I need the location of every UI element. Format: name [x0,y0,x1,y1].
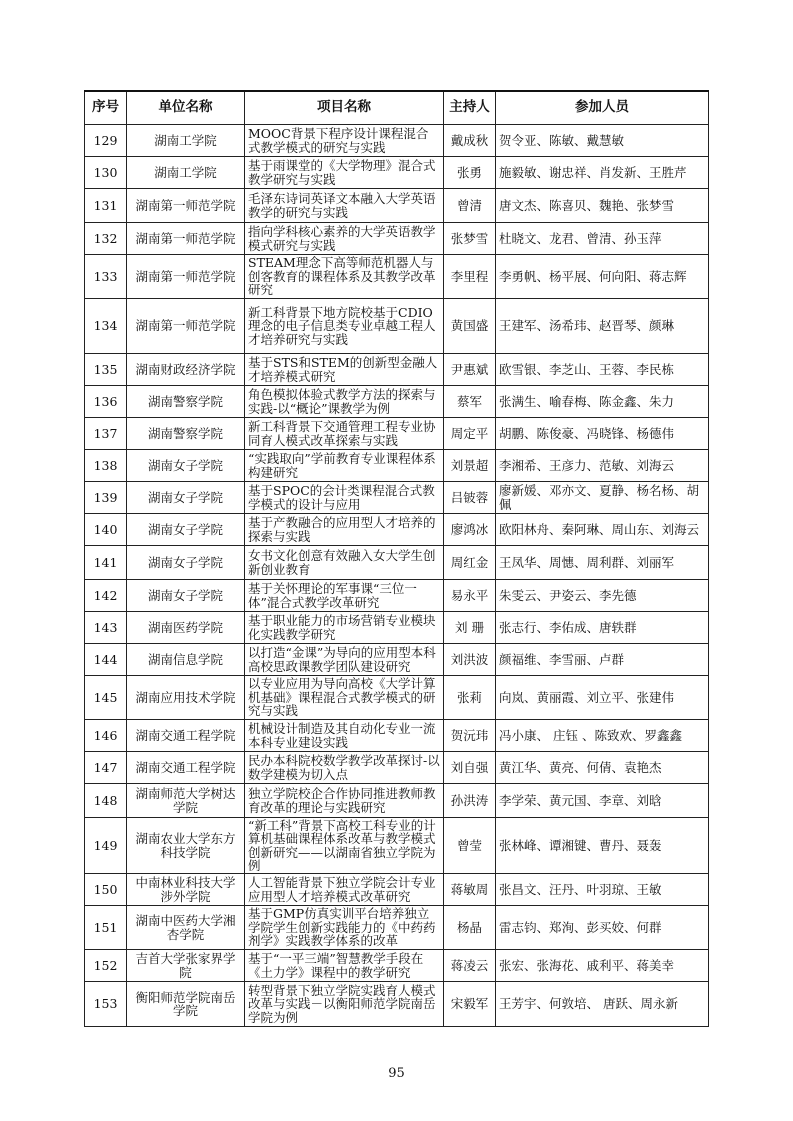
unit-name-cell: 湖南中医药大学湘杏学院 [127,906,245,950]
project-title-cell: 新工科背景下地方院校基于CDIO理念的电子信息类专业卓越工程人才培养研究与实践 [245,299,444,354]
participants-cell: 贺令亚、陈敏、戴慧敏 [496,125,709,157]
participants-cell: 廖新媛、邓亦文、夏静、杨名杨、胡佩 [496,482,709,514]
unit-name-cell: 湖南第一师范学院 [127,255,245,299]
unit-name-cell: 湖南女子学院 [127,450,245,482]
row-number-cell: 139 [85,482,127,514]
row-number-cell: 147 [85,752,127,784]
table-row [85,752,709,784]
row-number-cell: 150 [85,874,127,906]
host-name-cell: 曾莹 [444,818,496,874]
participants-cell: 唐文杰、陈喜贝、魏艳、张梦雪 [496,189,709,223]
table-row [85,299,709,354]
project-title-cell: STEAM理念下高等师范机器人与创客教育的课程体系及其教学改革研究 [245,255,444,299]
project-title-cell: 基于关怀理论的军事课“三位一体”混合式教学改革研究 [245,580,444,612]
participants-cell: 欧阳林舟、秦阿琳、周山东、刘海云 [496,514,709,546]
project-title-cell: “新工科”背景下高校工科专业的计算机基础课程体系改革与教学模式创新研究——以湖南省独立学院为例 [245,818,444,874]
row-number-cell: 152 [85,950,127,982]
unit-name-cell: 湖南女子学院 [127,514,245,546]
host-name-cell: 刘景超 [444,450,496,482]
table-row [85,255,709,299]
table-row [85,223,709,255]
participants-cell: 李湘希、王彦力、范敏、刘海云 [496,450,709,482]
row-number-cell: 148 [85,784,127,818]
table-row [85,874,709,906]
project-title-cell: 基于“一平三端”智慧教学手段在《土力学》课程中的教学研究 [245,950,444,982]
participants-cell: 王芳宇、何敦培、 唐跃、周永新 [496,982,709,1027]
host-name-cell: 廖鸿冰 [444,514,496,546]
project-title-cell: 基于SPOC的会计类课程混合式教学模式的设计与应用 [245,482,444,514]
host-name-cell: 刘洪波 [444,644,496,676]
project-title-cell: 指向学科核心素养的大学英语教学模式研究与实践 [245,223,444,255]
participants-cell: 王建军、汤希玮、赵晋琴、颜琳 [496,299,709,354]
table-row [85,906,709,950]
page-number: 95 [388,1066,405,1081]
host-name-cell: 蔡军 [444,386,496,418]
participants-cell: 朱雯云、尹姿云、李先德 [496,580,709,612]
host-name-cell: 戴成秋 [444,125,496,157]
unit-name-cell: 湖南医药学院 [127,612,245,644]
table-row [85,982,709,1027]
project-title-cell: 独立学院校企合作协同推进教师教育改革的理论与实践研究 [245,784,444,818]
host-name-cell: 宋毅军 [444,982,496,1027]
unit-name-cell: 湖南交通工程学院 [127,752,245,784]
row-number-cell: 145 [85,676,127,720]
table-row [85,189,709,223]
table-row [85,612,709,644]
unit-name-cell: 衡阳师范学院南岳学院 [127,982,245,1027]
project-title-cell: MOOC背景下程序设计课程混合式教学模式的研究与实践 [245,125,444,157]
row-number-cell: 143 [85,612,127,644]
table-row [85,580,709,612]
row-number-cell: 134 [85,299,127,354]
project-title-cell: 毛泽东诗词英译文本融入大学英语教学的研究与实践 [245,189,444,223]
host-name-cell: 周红金 [444,546,496,580]
participants-cell: 张满生、喻春梅、陈金鑫、朱力 [496,386,709,418]
project-table [84,90,709,1027]
row-number-cell: 132 [85,223,127,255]
host-name-cell: 易永平 [444,580,496,612]
row-number-cell: 146 [85,720,127,752]
participants-cell: 张志行、李佑成、唐轶群 [496,612,709,644]
row-number-cell: 137 [85,418,127,450]
host-name-cell: 蒋凌云 [444,950,496,982]
host-name-cell: 曾清 [444,189,496,223]
table-row [85,514,709,546]
unit-name-cell: 湖南女子学院 [127,580,245,612]
participants-cell: 黄江华、黄亮、何倩、袁艳杰 [496,752,709,784]
host-name-cell: 黄国盛 [444,299,496,354]
project-title-cell: 转型背景下独立学院实践育人模式改革与实践－以衡阳师范学院南岳学院为例 [245,982,444,1027]
project-title-cell: 基于职业能力的市场营销专业模块化实践教学研究 [245,612,444,644]
header-members: 参加人员 [496,91,709,125]
project-title-cell: 基于产教融合的应用型人才培养的探索与实践 [245,514,444,546]
row-number-cell: 129 [85,125,127,157]
table-row [85,784,709,818]
table-row [85,125,709,157]
row-number-cell: 153 [85,982,127,1027]
project-title-cell: 女书文化创意有效融入女大学生创新创业教育 [245,546,444,580]
unit-name-cell: 湖南女子学院 [127,546,245,580]
project-title-cell: 基于雨课堂的《大学物理》混合式教学研究与实践 [245,157,444,189]
participants-cell: 杜晓文、龙君、曾清、孙玉萍 [496,223,709,255]
host-name-cell: 张莉 [444,676,496,720]
row-number-cell: 130 [85,157,127,189]
participants-cell: 施毅敏、谢忠祥、肖发新、王胜芹 [496,157,709,189]
row-number-cell: 140 [85,514,127,546]
project-title-cell: “实践取向”学前教育专业课程体系构建研究 [245,450,444,482]
host-name-cell: 李里程 [444,255,496,299]
host-name-cell: 张梦雪 [444,223,496,255]
unit-name-cell: 湖南信息学院 [127,644,245,676]
row-number-cell: 131 [85,189,127,223]
unit-name-cell: 湖南农业大学东方科技学院 [127,818,245,874]
participants-cell: 欧雪银、李芝山、王蓉、李民栋 [496,354,709,386]
host-name-cell: 刘自强 [444,752,496,784]
host-name-cell: 张勇 [444,157,496,189]
row-number-cell: 151 [85,906,127,950]
host-name-cell: 刘 珊 [444,612,496,644]
header-host: 主持人 [444,91,496,125]
row-number-cell: 136 [85,386,127,418]
unit-name-cell: 中南林业科技大学涉外学院 [127,874,245,906]
participants-cell: 李勇帆、杨平展、何向阳、蒋志辉 [496,255,709,299]
unit-name-cell: 湖南第一师范学院 [127,223,245,255]
table-row [85,676,709,720]
project-title-cell: 基于GMP仿真实训平台培养独立学院学生创新实践能力的《中药药剂学》实践教学体系的改革 [245,906,444,950]
table-row [85,482,709,514]
unit-name-cell: 湖南工学院 [127,157,245,189]
unit-name-cell: 湖南应用技术学院 [127,676,245,720]
host-name-cell: 尹惠斌 [444,354,496,386]
project-title-cell: 以专业应用为导向高校《大学计算机基础》课程混合式教学模式的研究与实践 [245,676,444,720]
row-number-cell: 144 [85,644,127,676]
table-row [85,720,709,752]
table-row [85,386,709,418]
table-header-row [85,91,709,125]
project-title-cell: 以打造“金课”为导向的应用型本科高校思政课教学团队建设研究 [245,644,444,676]
project-title-cell: 机械设计制造及其自动化专业一流本科专业建设实践 [245,720,444,752]
project-title-cell: 民办本科院校数学教学改革探讨-以数学建模为切入点 [245,752,444,784]
participants-cell: 张林峰、谭湘键、曹丹、聂轰 [496,818,709,874]
participants-cell: 张宏、张海花、戚利平、蒋美幸 [496,950,709,982]
table-row [85,354,709,386]
unit-name-cell: 湖南第一师范学院 [127,299,245,354]
unit-name-cell: 湖南第一师范学院 [127,189,245,223]
host-name-cell: 杨晶 [444,906,496,950]
participants-cell: 冯小康、 庄钰 、陈致欢、罗鑫鑫 [496,720,709,752]
unit-name-cell: 湖南女子学院 [127,482,245,514]
unit-name-cell: 湖南工学院 [127,125,245,157]
table-body [85,125,709,1027]
participants-cell: 李学荣、黄元国、李章、刘晗 [496,784,709,818]
unit-name-cell: 吉首大学张家界学院 [127,950,245,982]
table-row [85,418,709,450]
participants-cell: 王凤华、周憓、周利群、刘丽军 [496,546,709,580]
row-number-cell: 135 [85,354,127,386]
participants-cell: 胡鹏、陈俊豪、冯晓锋、杨德伟 [496,418,709,450]
participants-cell: 颜福维、李雪丽、卢群 [496,644,709,676]
table-row [85,818,709,874]
project-title-cell: 基于STS和STEM的创新型金融人才培养模式研究 [245,354,444,386]
table-row [85,546,709,580]
unit-name-cell: 湖南师范大学树达学院 [127,784,245,818]
unit-name-cell: 湖南财政经济学院 [127,354,245,386]
participants-cell: 张昌文、汪丹、叶羽琼、王敏 [496,874,709,906]
header-no: 序号 [85,91,127,125]
table-row [85,157,709,189]
header-unit: 单位名称 [127,91,245,125]
host-name-cell: 吕铍蓉 [444,482,496,514]
participants-cell: 雷志钧、郑洵、彭买姣、何群 [496,906,709,950]
host-name-cell: 贺沅玮 [444,720,496,752]
project-title-cell: 角色模拟体验式教学方法的探索与实践-以“概论”课教学为例 [245,386,444,418]
project-title-cell: 人工智能背景下独立学院会计专业应用型人才培养模式改革研究 [245,874,444,906]
host-name-cell: 蒋敏周 [444,874,496,906]
unit-name-cell: 湖南警察学院 [127,386,245,418]
header-title: 项目名称 [245,91,444,125]
host-name-cell: 周定平 [444,418,496,450]
row-number-cell: 133 [85,255,127,299]
row-number-cell: 142 [85,580,127,612]
row-number-cell: 141 [85,546,127,580]
host-name-cell: 孙洪涛 [444,784,496,818]
project-title-cell: 新工科背景下交通管理工程专业协同育人模式改革探索与实践 [245,418,444,450]
unit-name-cell: 湖南警察学院 [127,418,245,450]
row-number-cell: 138 [85,450,127,482]
table-row [85,450,709,482]
table-row [85,644,709,676]
row-number-cell: 149 [85,818,127,874]
participants-cell: 向岚、黄丽霞、刘立平、张建伟 [496,676,709,720]
table-row [85,950,709,982]
unit-name-cell: 湖南交通工程学院 [127,720,245,752]
